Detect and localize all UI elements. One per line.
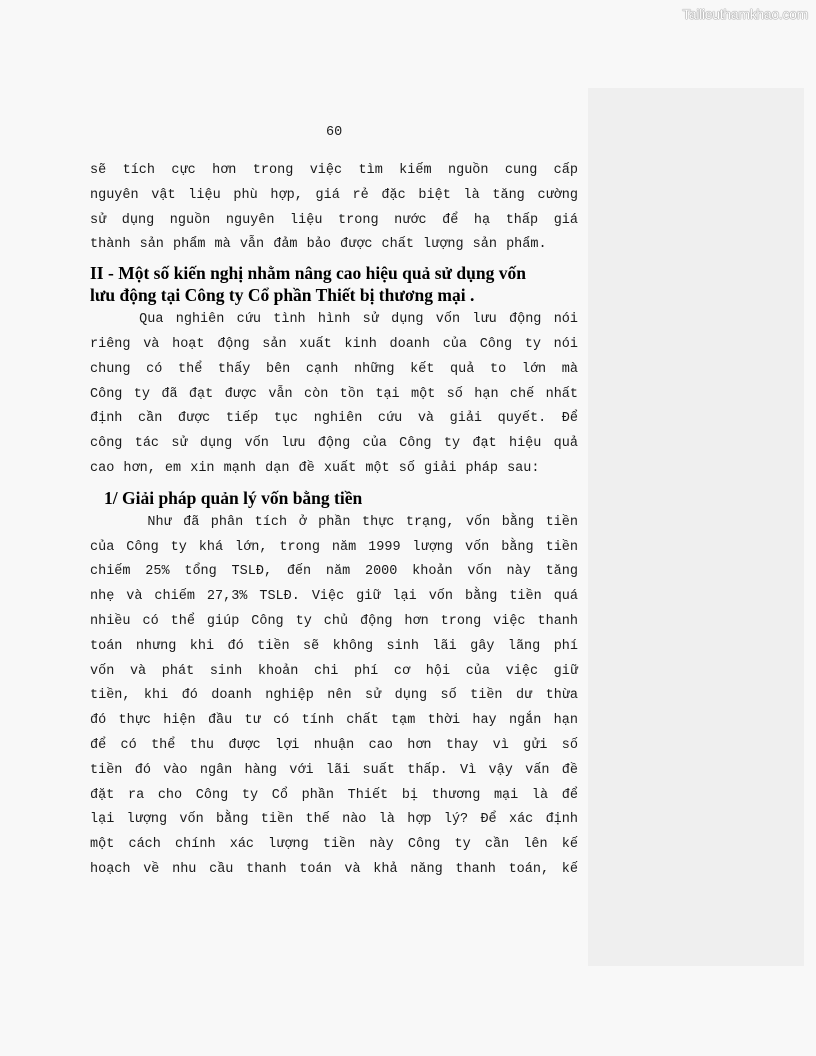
paragraph-line: Công ty đã đạt được vẫn còn tồn tại một số hạn chế nhất <box>90 386 578 402</box>
paragraph-line: hoạch về nhu cầu thanh toán và khả năng thanh toán, kế <box>90 861 578 877</box>
paragraph-line: của Công ty khá lớn, trong năm 1999 lượng vốn bằng tiền <box>90 539 578 555</box>
paragraph-line: đặt ra cho Công ty Cổ phần Thiết bị thương mại là để <box>90 787 578 803</box>
paragraph-line: để có thể thu được lợi nhuận cao hơn thay vì gửi số <box>90 737 578 753</box>
section-heading <box>90 262 578 306</box>
paragraph-3 <box>90 511 578 883</box>
paragraph-line: Như đã phân tích ở phần thực trạng, vốn bằng tiền <box>90 514 578 530</box>
side-panel <box>588 88 804 966</box>
heading-line: lưu động tại Công ty Cổ phần Thiết bị thương mại . <box>90 285 475 306</box>
paragraph-line: toán nhưng khi đó tiền sẽ không sinh lãi gây lãng phí <box>90 638 578 654</box>
paragraph-line: định cần được tiếp tục nghiên cứu và giải quyết. Để <box>90 411 578 427</box>
document-body <box>90 159 578 883</box>
paragraph-line: riêng và hoạt động sản xuất kinh doanh của Công ty nói <box>90 336 578 352</box>
page-number: 60 <box>326 125 343 140</box>
paragraph-line: chung có thể thấy bên cạnh những kết quả to lớn mà <box>90 361 578 377</box>
paragraph-line: vốn và phát sinh khoản chi phí cơ hội của việc giữ <box>90 663 578 679</box>
paragraph-line: lại lượng vốn bằng tiền thế nào là hợp lý? Để xác định <box>90 812 578 828</box>
paragraph-line: sẽ tích cực hơn trong việc tìm kiếm nguồn cung cấp <box>90 163 578 178</box>
paragraph-line: cao hơn, em xin mạnh dạn đề xuất một số giải pháp sau: <box>90 460 540 476</box>
watermark: Tailieuthamkhao.com <box>682 6 808 22</box>
paragraph-line: một cách chính xác lượng tiền này Công ty cần lên kế <box>90 837 578 853</box>
paragraph-2 <box>90 308 578 482</box>
subsection-heading: 1/ Giải pháp quản lý vốn bằng tiền <box>104 487 363 508</box>
paragraph-line: chiếm 25% tổng TSLĐ, đến năm 2000 khoản vốn này tăng <box>90 564 578 580</box>
paragraph-line: đó thực hiện đầu tư có tính chất tạm thời hay ngắn hạn <box>90 713 578 729</box>
paragraph-line: nhiều có thể giúp Công ty chủ động hơn trong việc thanh <box>90 613 578 629</box>
paragraph-line: nhẹ và chiếm 27,3% TSLĐ. Việc giữ lại vốn bằng tiền quá <box>90 589 578 605</box>
paragraph-line: Qua nghiên cứu tình hình sử dụng vốn lưu động nói <box>90 312 578 328</box>
paragraph-line: công tác sử dụng vốn lưu động của Công ty đạt hiệu quả <box>90 436 578 452</box>
paragraph-line: nguyên vật liệu phù hợp, giá rẻ đặc biệt là tăng cường <box>90 187 578 203</box>
paragraph-1 <box>90 159 578 258</box>
paragraph-line: sử dụng nguồn nguyên liệu trong nước để hạ thấp giá <box>90 212 578 228</box>
paragraph-line: tiền, khi đó doanh nghiệp nên sử dụng số tiền dư thừa <box>90 688 578 704</box>
heading-line: II - Một số kiến nghị nhằm nâng cao hiệu quả sử dụng vốn <box>90 263 526 284</box>
paragraph-line: tiền đó vào ngân hàng với lãi suất thấp. Vì vậy vấn đề <box>90 762 578 778</box>
paragraph-line: thành sản phẩm mà vẫn đảm bảo được chất lượng sản phẩm. <box>90 237 547 253</box>
